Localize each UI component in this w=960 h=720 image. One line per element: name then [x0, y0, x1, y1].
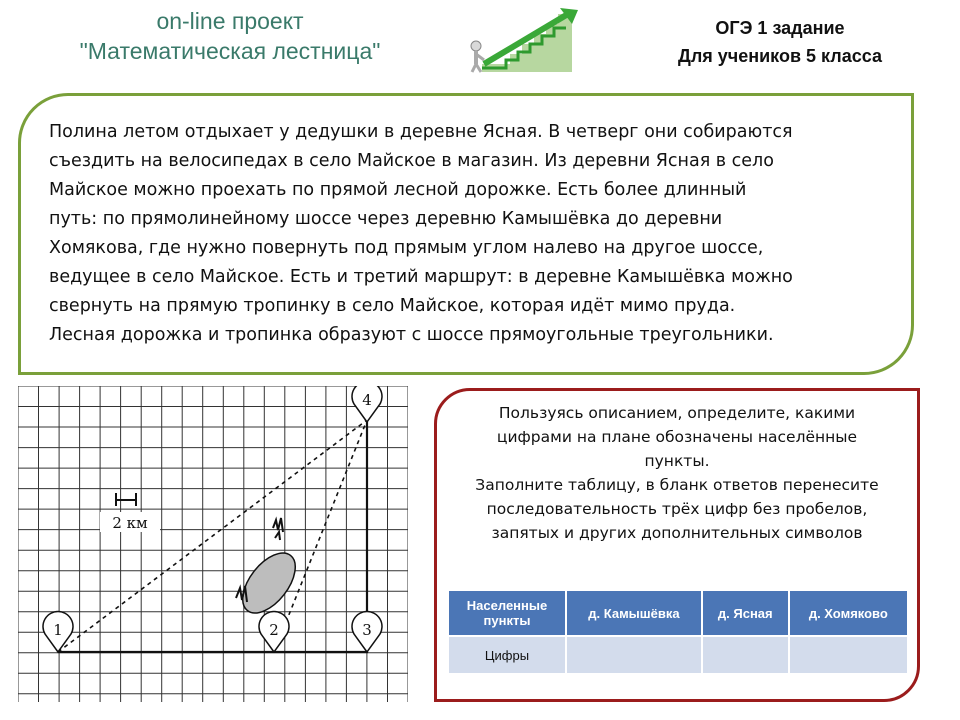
scale-label: 2 км	[112, 514, 148, 532]
problem-line: свернуть на прямую тропинку в село Майское, которая идёт мимо пруда.	[49, 296, 736, 316]
table-header: Населенные пункты	[448, 590, 566, 636]
problem-line: Хомякова, где нужно повернуть под прямым углом налево на другое шоссе,	[49, 238, 764, 258]
marker-label: 2	[269, 621, 279, 639]
project-title-line1: on-line проект	[156, 8, 304, 34]
task-line: Заполните таблицу, в бланк ответов перенесите	[475, 476, 879, 494]
problem-line: съездить на велосипедах в село Майское в магазин. Из деревни Ясная в село	[49, 151, 774, 171]
problem-text	[49, 118, 895, 350]
staircase-logo-icon	[462, 6, 582, 76]
task-text	[453, 401, 901, 545]
task-line: запятых и других дополнительных символов	[491, 524, 863, 542]
answer-cell-yasnaya[interactable]	[702, 636, 789, 674]
problem-line: Майское можно проехать по прямой лесной дорожке. Есть более длинный	[49, 180, 747, 200]
marker-label: 4	[362, 391, 372, 409]
project-title-line2: "Математическая лестница"	[79, 38, 381, 64]
table-header: д. Хомяково	[789, 590, 908, 636]
task-line: Пользуясь описанием, определите, какими	[498, 404, 856, 422]
task-line: цифрами на плане обозначены населённые	[496, 428, 858, 446]
exam-title-line1: ОГЭ 1 задание	[715, 18, 845, 38]
table-header: д. Камышёвка	[566, 590, 702, 636]
exam-title-line2: Для учеников 5 класса	[678, 46, 882, 66]
table-row	[448, 636, 908, 674]
project-title	[40, 6, 420, 66]
answer-table	[447, 589, 909, 675]
task-box	[434, 388, 920, 702]
row-label: Цифры	[448, 636, 566, 674]
answer-cell-kamyshevka[interactable]	[566, 636, 702, 674]
problem-line: путь: по прямолинейному шоссе через деревню Камышёвка до деревни	[49, 209, 723, 229]
task-line: пункты.	[644, 452, 710, 470]
table-header: д. Ясная	[702, 590, 789, 636]
map-diagram	[18, 386, 408, 702]
marker-label: 1	[53, 621, 63, 639]
problem-box	[18, 93, 914, 375]
exam-title	[640, 14, 920, 70]
problem-line: Полина летом отдыхает у дедушки в деревне Ясная. В четверг они собираются	[49, 122, 793, 142]
problem-line: Лесная дорожка и тропинка образуют с шоссе прямоугольные треугольники.	[49, 325, 774, 345]
problem-line: ведущее в село Майское. Есть и третий маршрут: в деревне Камышёвка можно	[49, 267, 793, 287]
marker-label: 3	[362, 621, 372, 639]
table-header-row	[448, 590, 908, 636]
task-line: последовательность трёх цифр без пробелов,	[486, 500, 868, 518]
answer-cell-khomyakovo[interactable]	[789, 636, 908, 674]
